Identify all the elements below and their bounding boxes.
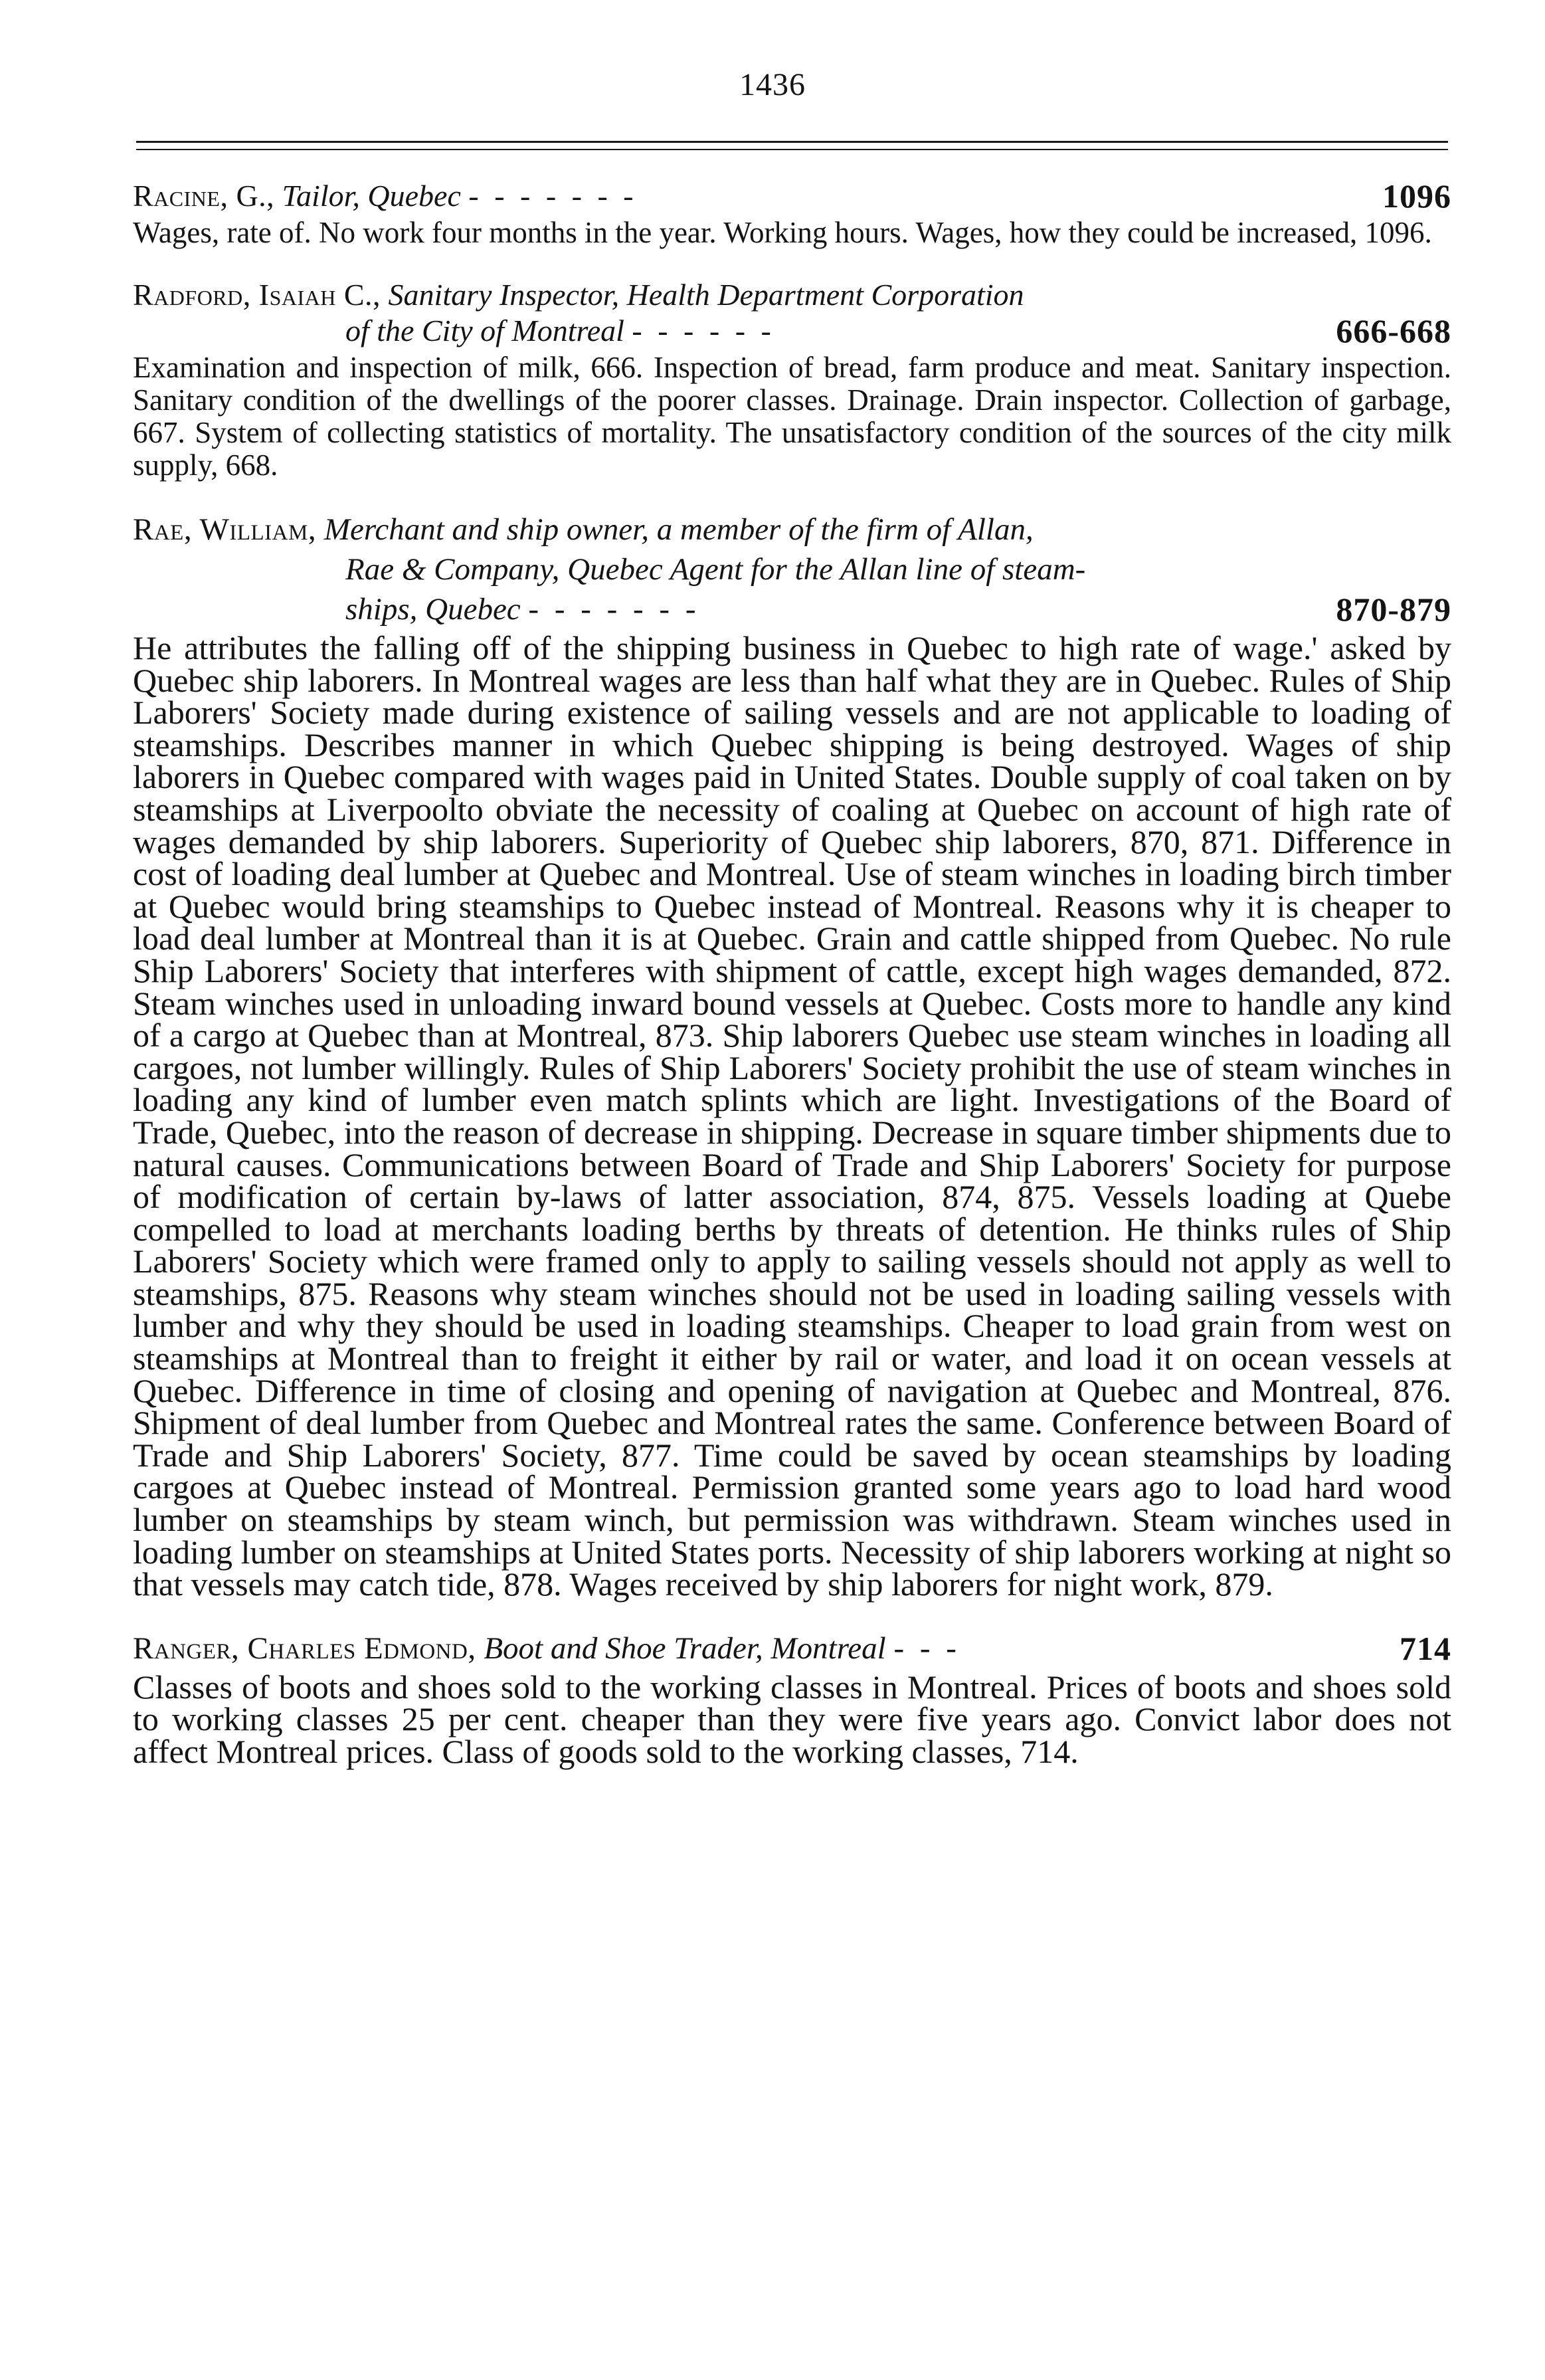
entry-name: Radford, Isaiah C., — [133, 278, 381, 312]
entry-page-reference: 714 — [1400, 1629, 1451, 1667]
entry-name: Rae, William, — [133, 512, 317, 547]
entry-description: Merchant and ship owner, a member of the firm of Allan, — [323, 512, 1034, 547]
entry-name: Racine, G., — [133, 179, 275, 213]
entry-leader-dashes: - - - - - - - — [468, 179, 638, 213]
entry-leader-dashes: - - - - - - — [632, 314, 775, 347]
entry-heading — [133, 277, 1451, 349]
entry-page-reference: 1096 — [1382, 177, 1451, 215]
entry-page-reference: 666-668 — [1336, 312, 1451, 349]
entry-leader-dashes: - - - — [893, 1631, 960, 1666]
index-entry-ranger — [133, 1629, 1451, 1768]
entry-text: Classes of boots and shoes sold to the working classes in Montreal. Prices of boots and shoes sold to working classes 25 per cent. cheaper than they were five years ago. Convict labor does not affect Montreal prices. Class of goods sold to the working classes, 714. — [133, 1668, 1451, 1770]
index-entry-radford — [133, 277, 1451, 482]
index-entry-racine — [133, 178, 1451, 249]
entry-leader-dashes: - - - - - - - — [528, 592, 700, 627]
entry-description-continued: of the City of Montreal - - - - - - — [345, 314, 775, 347]
entry-description: Sanitary Inspector, Health Department Corporation — [388, 278, 1024, 312]
entry-description-continued: Rae & Company, Quebec Agent for the Allan line of steam- — [345, 552, 1086, 587]
entry-text: Examination and inspection of milk, 666. Inspection of bread, farm produce and meat. Sanitary inspection. Sanitary condition of the dwellings of the poorer classes. Drainage. Drain inspector. Collection of garbage, 667. System of collecting statistics of mortality. The unsatisfactory condition of the sources of the city milk supply, 668. — [133, 351, 1451, 482]
header-rule-thin — [136, 149, 1448, 150]
entry-description: Boot and Shoe Trader, Montreal — [484, 1631, 886, 1666]
entry-name: Ranger, Charles Edmond, — [133, 1631, 476, 1666]
entry-heading — [133, 1629, 1451, 1668]
entry-text: He attributes the falling off of the shipping business in Quebec to high rate of wage.' asked by Quebec ship laborers. In Montreal wages are less than half what they are in Quebec. Rules of Ship Laborers' Society made during existence of sailing vessels and are not applicable to loading of steamships. Describes manner in which Quebec shipping is being destroyed. Wages of ship laborers in Quebec compared with wages paid in United States. Double supply of coal taken on by steamships at Liverpoolto obviate the necessity of coaling at Quebec on account of high rate of wages demanded by ship laborers. Superiority of Quebec ship laborers, 870, 871. Difference in cost of loading deal lumber at Quebec and Montreal. Use of steam winches in loading birch timber at Quebec would bring steamships to Quebec instead of Montreal. Reasons why it is cheaper to load deal lumber at Montreal than it is at Quebec. Grain and cattle shipped from Quebec. No rule Ship Laborers' Society that interferes with shipment of cattle, except high wages demanded, 872. Steam winches used in unloading inward bound vessels at Quebec. Costs more to handle any kind of a cargo at Quebec than at Montreal, 873. Ship laborers Quebec use steam winches in loading all cargoes, not lumber willingly. Rules of Ship Laborers' Society prohibit the use of steam winches in loading any kind of lumber even match splints which are light. Investigations of the Board of Trade, Quebec, into the reason of decrease in shipping. Decrease in square timber shipments due to natural causes. Communications between Board of Trade and Ship Laborers' Society for purpose of modification of certain by-laws of latter association, 874, 875. Vessels loading at Quebe compelled to load at merchants loading berths by threats of detention. He thinks rules of Ship Laborers' Society which were framed only to apply to sailing vessels should not apply as well to steamships, 875. Reasons why steam winches should not be used in loading sailing vessels with lumber and why they should be used in loading steamships. Cheaper to load grain from west on steamships at Montreal than to freight it either by rail or water, and load it on ocean vessels at Quebec. Difference in time of closing and opening of navigation at Quebec and Montreal, 876. Shipment of deal lumber from Quebec and Montreal rates the same. Conference between Board of Trade and Ship Laborers' Society, 877. Time could be saved by ocean steamships by loading cargoes at Quebec instead of Montreal. Permission granted some years ago to load hard wood lumber on steamships by steam winch, but permission was withdrawn. Steam winches used in loading lumber on steamships at United States ports. Necessity of ship laborers working at night so that vessels may catch tide, 878. Wages received by ship laborers for night work, 879. — [133, 629, 1451, 1603]
entry-description: Tailor, Quebec — [282, 179, 461, 213]
entry-description-continued-2: ships, Quebec - - - - - - - — [345, 592, 700, 627]
header-rule-thick — [136, 141, 1448, 143]
entry-page-reference: 870-879 — [1336, 591, 1451, 628]
index-entry-rae — [133, 510, 1451, 1601]
entry-heading — [133, 510, 1451, 629]
index-entries — [133, 178, 1451, 1796]
page-number: 1436 — [739, 67, 806, 102]
entry-text: Wages, rate of. No work four months in the year. Working hours. Wages, how they could be increased, 1096. — [133, 216, 1432, 249]
entry-heading — [133, 178, 1451, 214]
